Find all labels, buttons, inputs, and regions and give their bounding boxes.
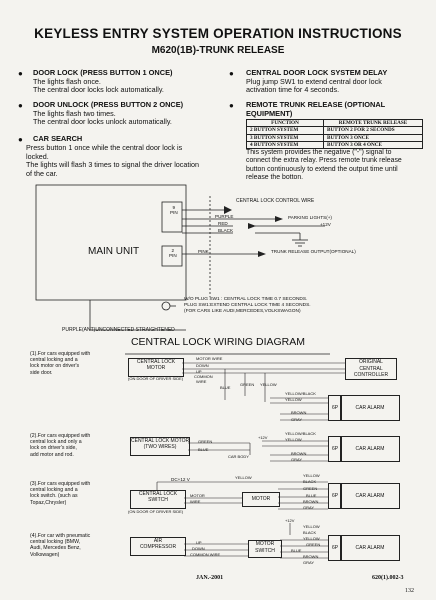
case-2-motor-box: CENTRAL LOCK MOTOR (TWO WIRES) [130,437,190,456]
page-title: KEYLESS ENTRY SYSTEM OPERATION INSTRUCTIONS [34,26,402,41]
case-3-brown: BROWN [303,499,319,504]
section-heading: CENTRAL DOOR LOCK SYSTEM DELAY [246,68,388,77]
plug-note: PLUG SW1:EXTEND CENTRAL LOCK TIME 4 SECONDS. [184,303,311,308]
case-3-wire: WIRE [190,499,201,504]
case-1-yellow-black: YELLOW/BLACK [285,391,316,396]
case-4-down: DOWN [192,546,205,551]
case-4-car-alarm: CAR ALARM [340,535,400,561]
note-line: connect the extra relay. Press remote trunk release [246,157,402,165]
table-cell: 4 BUTTON SYSTEM [247,141,324,148]
table-cell: 3 BUTTON SYSTEM [247,134,324,141]
case-4-common: COMMON WIRE [190,552,221,557]
section-line: Press button 1 once while the central door lock is [26,143,183,152]
case-1-car-alarm: CAR ALARM [340,395,400,421]
case-2-plus12: +12V [258,435,268,440]
case-3-motor-box: MOTOR [242,492,280,507]
case-4-gray: GRAY [303,560,315,565]
case-1-up: UP [196,369,202,374]
section-heading: DOOR LOCK (PRESS BUTTON 1 ONCE) [33,68,173,77]
case-3-caption: (ON DOOR OF DRIVER SIDE) [128,509,184,514]
page-subtitle: M620(1B)-TRUNK RELEASE [151,45,285,56]
section-line: of the car. [26,168,58,178]
bullet-icon: ● [18,135,23,144]
footer-code: 620(1).002-3 [372,575,404,581]
case-line: (1).For cars equipped with [30,351,91,357]
case-1-description [30,351,125,376]
bullet-icon: ● [229,101,234,110]
plug-note: (FOR CARS LIKE AUDI,MERCEDES,VOLKSWAGON) [184,309,301,314]
case-2-brown: BROWN [291,451,307,456]
section-heading: CAR SEARCH [33,134,83,143]
case-1-gray: GRAY [291,417,303,422]
case-2-car-body: CAR BODY [228,454,249,459]
red-label: RED [218,221,228,226]
case-4-yellow: YELLOW [303,524,320,529]
case-3-dc12: DC+12 V [171,477,190,482]
case-1-blue: BLUE [220,385,231,390]
case-line: lock on driver's side, [30,445,77,452]
purple-label: PURPLE [215,214,234,219]
case-line: (3).For cars equipped with [30,481,91,487]
case-4-motor-switch-box: MOTOR SWITCH [248,540,282,558]
case-2-blue: BLUE [198,447,209,452]
case-line: Audi, Mercedes Benz, [30,545,81,552]
case-line: central locking and a [30,357,78,364]
case-3-6p-connector: 6P [328,483,342,509]
case-4-black: BLACK [303,530,317,535]
pin9-label: 9 PIN [170,205,178,215]
case-4-description [30,533,125,558]
section-line: The lights flash once. [33,76,101,86]
note-line: release the botton. [246,173,304,181]
table-cell: BUTTON 3 OR 4 ONCE [324,141,423,148]
case-4-up: UP [196,540,202,545]
bullet-icon: ● [18,69,23,78]
case-3-motor: MOTOR [190,493,205,498]
section-line: Plug jump SW1 to extend central door lock [246,76,382,86]
case-line: (2).For cars equipped with [30,433,91,439]
case-2-green: GREEN [198,439,213,444]
case-3-gray: GRAY [303,505,315,510]
case-1-brown: BROWN [291,410,307,415]
case-2-yellow-black: YELLOW/BLACK [285,431,316,436]
black-label: BLACK [218,228,234,233]
case-1-caption: (ON DOOR OF DRIVER SIDE) [128,376,184,381]
footer-date: JAN.-2001 [196,575,224,581]
case-3-car-alarm: CAR ALARM [340,483,400,509]
case-line: (4).For car with pneumatic [30,533,91,539]
wiring-diagram-title: CENTRAL LOCK WIRING DIAGRAM [130,336,306,348]
case-4-yellow2: YELLOW [303,536,320,541]
table-header-cell: REMOTE TRUNK RELEASE [324,120,423,127]
case-1-6p-connector: 6P [328,395,342,421]
case-1-yellow2: YELLOW [285,397,302,402]
case-2-gray: GRAY [291,457,303,462]
arrow-icon [216,205,226,213]
case-2-description [30,433,125,458]
case-4-6p-connector: 6P [328,535,342,561]
case-1-original-controller: ORIGINAL CENTRAL CONTROLLER [345,358,397,380]
case-2-yellow: YELLOW [285,437,302,442]
case-line: central locking and a [30,487,78,494]
case-line: central locking (BMW, [30,539,81,546]
pin2-label: 2 PIN [169,248,177,258]
case-1-motor-box: CENTRAL LOCK MOTOR [128,358,184,377]
case-1-common: COMMON [194,374,213,379]
case-1-down: DOWN [196,363,209,368]
purple-ant-label: PURPLE(ANT)UNCONNECTED STRAIGHTENED [62,327,175,333]
note-line: button continuously to extend the output time until [246,165,398,173]
section-heading: REMOTE TRUNK RELEASE (OPTIONAL [246,100,386,109]
section-line: The central door locks unlock automatically. [33,117,172,127]
section-line: The central door locks lock automatically. [33,85,164,95]
table-header-cell: FUNCTION [247,120,324,127]
section-line: locked. [26,151,49,161]
case-3-yellow: YELLOW [235,475,252,480]
case-1-wire: WIRE [196,379,207,384]
table-cell: 2 BUTTON SYSTEM [247,127,324,134]
case-3-description [30,481,125,506]
page-number: 132 [405,588,414,594]
case-line: central lock and only a [30,439,82,446]
plus12-label: +12V [320,222,331,227]
case-line: Volkswagen) [30,551,60,558]
case-1-motor-wire: MOTOR WIRE [196,356,223,361]
case-line: Topaz,Chrysler) [30,499,67,506]
main-unit-label: MAIN UNIT [88,246,140,257]
case-line: lock motor on driver's [30,363,80,370]
case-4-green: GREEN [306,542,321,547]
section-line: The lights flash two times. [33,108,116,118]
case-line: lock switch. (such as [30,493,78,500]
note-line: This system provides the negative ("-") signal to [246,149,392,156]
case-1-green: GREEN [240,382,255,387]
case-2-car-alarm: CAR ALARM [340,436,400,462]
plug-notes [184,297,311,315]
section-heading: DOOR UNLOCK (PRESS BUTTON 2 ONCE) [33,100,184,109]
case-1-yellow: YELLOW [260,382,277,387]
case-line: side door. [30,369,53,376]
case-3-green: GREEN [303,486,318,491]
case-3-yellow2: YELLOW [303,473,320,478]
bullet-icon: ● [18,101,23,110]
parking-label: PARKING LIGHTS(+) [288,215,332,220]
case-4-plus12: +12V [285,518,295,523]
case-4-brown: BROWN [303,554,319,559]
case-3-blue: BLUE [306,493,317,498]
bullet-icon: ● [229,69,234,78]
table-cell: BUTTON 3 ONCE [324,134,423,141]
case-3-black: BLACK [303,479,317,484]
trunk-output-label: TRUNK RELEASE OUTPUT(OPTIONAL) [271,249,356,254]
section-line: activation time for 4 seconds. [246,85,340,95]
case-line: add motor and rod. [30,451,74,458]
case-3-switch-box: CENTRAL LOCK SWITCH [130,490,186,509]
pink-label: PINK [198,249,209,254]
section-line: The lights will flash 3 times to signal the driver location [26,160,199,170]
case-2-6p-connector: 6P [328,436,342,462]
case-4-blue: BLUE [291,548,302,553]
section-heading-cont: EQUIPMENT) [246,108,293,118]
case-4-compressor-box: AIR COMPRESSOR [130,537,186,556]
plug-note: W/O PLUG SW1 : CENTRAL LOCK TIME 0.7 SECONDS. [184,297,308,302]
table-cell: BUTTON 2 FOR 2 SECONDS [324,127,423,134]
central-lock-wire-label: CENTRAL LOCK CONTROL WIRE [236,198,315,204]
